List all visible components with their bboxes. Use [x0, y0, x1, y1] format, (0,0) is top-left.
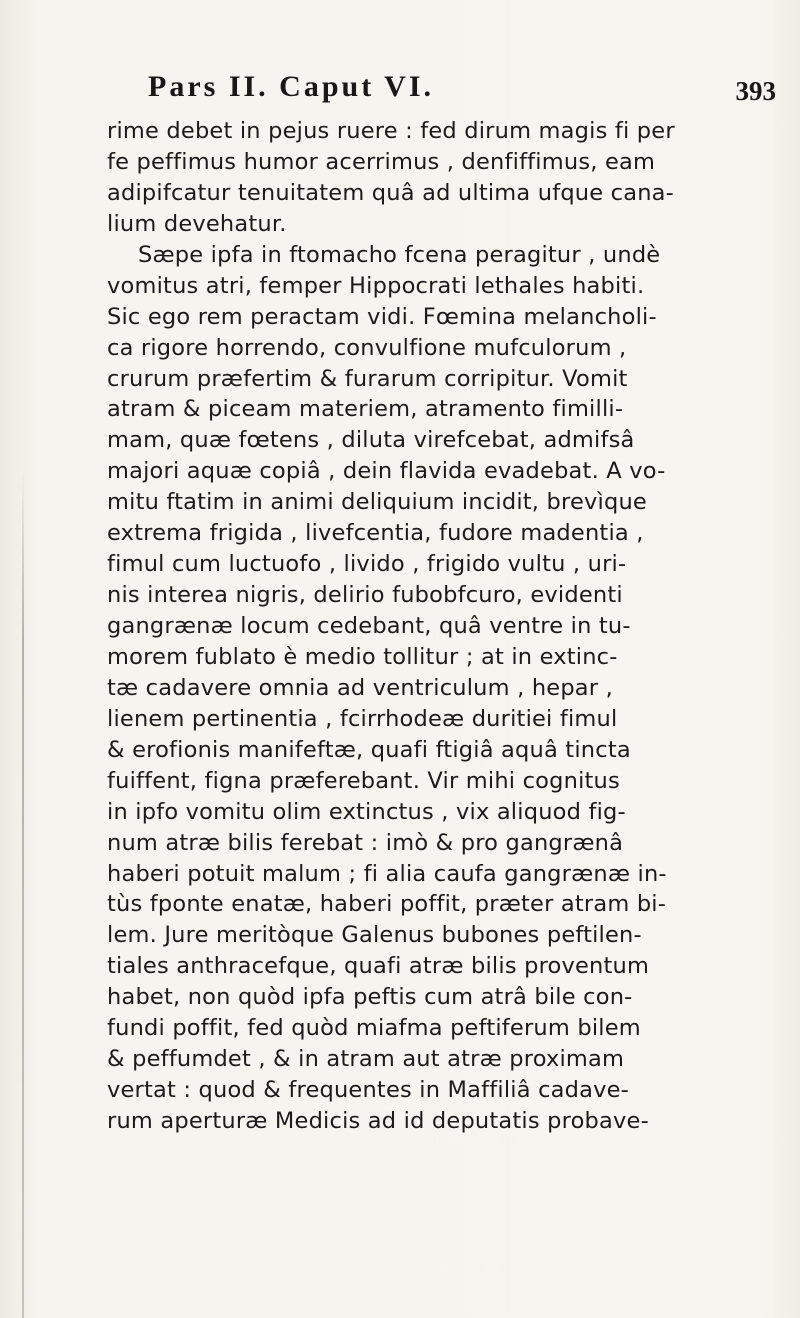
text-line: gangrænæ locum cedebant, quâ ventre in tu- [107, 613, 631, 639]
text-line: & peffumdet , & in atram aut atræ proximam [107, 1046, 625, 1073]
page-header [148, 70, 788, 110]
text-line: extrema frigida , livefcentia, fudore madentia , [107, 520, 644, 547]
text-line: lem. Jure meritòque Galenus bubones peftilen- [107, 922, 642, 949]
text-line: morem fublato è medio tollitur ; at in extinc- [107, 643, 618, 670]
text-line: fimul cum luctuofo , livido , frigido vultu , uri- [107, 551, 627, 578]
page-number: 393 [735, 76, 776, 106]
text-line: atram & piceam materiem, atramento fimilli- [107, 396, 624, 423]
text-line: in ipfo vomitu olim extinctus , vix aliquod fig- [107, 798, 626, 825]
page-gutter-shadow [22, 470, 24, 1318]
text-line: nis interea nigris, delirio fubobfcuro, evidenti [107, 582, 623, 609]
text-line: rum aperturæ Medicis ad id deputatis probave- [107, 1108, 649, 1134]
text-line: adipifcatur tenuitatem quâ ad ultima ufque cana- [107, 179, 674, 206]
text-line: lium devehatur. [107, 210, 287, 237]
text-line: crurum præfertim & furarum corripitur. Vomit [107, 365, 628, 392]
text-line: ca rigore horrendo, convulfione mufculorum , [107, 334, 627, 361]
text-line: & erofionis manifeftæ, quafi ftigiâ aquâ tincta [107, 736, 631, 763]
text-line: lienem pertinentia , fcirrhodeæ duritiei fimul [107, 705, 618, 732]
text-line: tæ cadavere omnia ad ventriculum , hepar , [107, 674, 613, 701]
text-line: habet, non quòd ipfa peftis cum atrâ bile con- [107, 984, 633, 1011]
text-line: mitu ftatim in animi deliquium incidit, brevìque [107, 489, 647, 516]
text-line: fe peffimus humor acerrimus , denfiffimus, eam [107, 148, 656, 175]
text-line: num atræ bilis ferebat : imò & pro gangrænâ [107, 829, 624, 856]
body-text [107, 116, 777, 1137]
text-line: haberi potuit malum ; fi alia caufa gangrænæ in- [107, 860, 667, 887]
text-line: tiales anthracefque, quafi atræ bilis proventum [107, 953, 650, 980]
text-line: rime debet in pejus ruere : fed dirum magis fi per [107, 118, 675, 144]
text-line: fuiffent, figna præferebant. Vir mihi cognitus [107, 767, 620, 794]
text-line: Sic ego rem peractam vidi. Fœmina melancholi- [107, 303, 657, 330]
text-line: majori aquæ copiâ , dein flavida evadebat. A vo- [107, 458, 666, 485]
text-line: fundi poffit, fed quòd miafma peftiferum bilem [107, 1015, 641, 1042]
text-line: tùs fponte enatæ, haberi poffit, præter atram bi- [107, 891, 667, 918]
text-line: vomitus atri, femper Hippocrati lethales habiti. [107, 272, 645, 299]
text-line: mam, quæ fœtens , diluta virefcebat, admifsâ [107, 427, 635, 454]
text-line: Sæpe ipfa in ftomacho fcena peragitur , undè [138, 241, 661, 268]
running-title: Pars II. Caput VI. [148, 70, 434, 103]
text-line: vertat : quod & frequentes in Maffiliâ cadave- [107, 1077, 629, 1104]
